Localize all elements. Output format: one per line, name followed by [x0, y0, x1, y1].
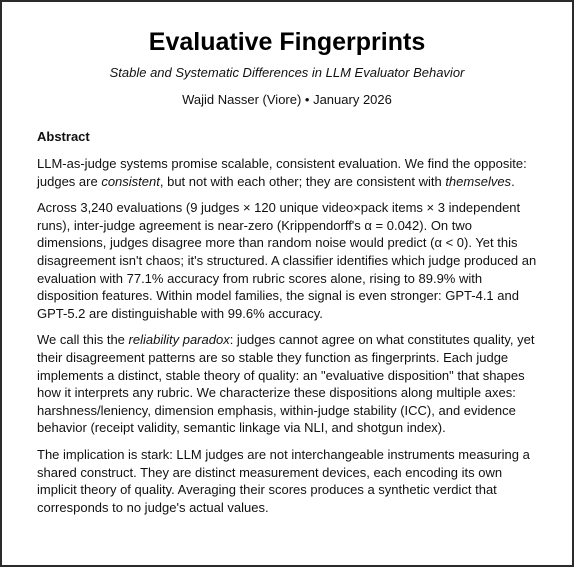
- abstract-paragraph-2: Across 3,240 evaluations (9 judges × 120 unique video×pack items × 3 independent runs), inter-judge agreement is near-zero (Krippendorff's α = 0.042). On two dimensions, judges disagree more than random noise would predict (α < 0). Yet this disagreement isn't chaos; it's structured. A classifier identifies which judge produced an evaluation with 77.1% accuracy from rubric scores alone, rising to 89.9% with disposition features. Within model families, the signal is even stronger: GPT-4.1 and GPT-5.2 are distinguishable with 99.6% accuracy.: [37, 200, 537, 321]
- abstract-p3-text-a: We call this the: [37, 332, 129, 348]
- abstract-paragraph-4: The implication is stark: LLM judges are not interchangeable instruments measuring a shared construct. They are distinct measurement devices, each encoding its own implicit theory of quality. Averaging their scores produces a synthetic verdict that corresponds to no judge's actual values.: [37, 446, 530, 515]
- abstract-p1-text-c: .: [511, 173, 515, 189]
- abstract-p1-text-a: LLM-as-judge systems promise scalable, consistent evaluation. We find the opposite: judges are: [37, 156, 527, 189]
- abstract-p3-text-b: : judges cannot agree on what constitutes quality, yet their disagreement patterns are so stable they function as fingerprints. Each judge implements a distinct, stable theory of quality: an "evaluative disposition" that shapes how it interprets any rubric. We characterize these dispositions along multiple axes: harshness/leniency, dimension emphasis, within-judge stability (ICC), and evidence behavior (receipt validity, semantic linkage via NLI, and shotgun index).: [37, 332, 535, 436]
- paper-subtitle: Stable and Systematic Differences in LLM Evaluator Behavior: [109, 65, 465, 80]
- abstract-p1-text-b: , but not with each other; they are consistent with: [159, 173, 446, 189]
- author-byline: Wajid Nasser (Viore) • January 2026: [182, 92, 392, 107]
- abstract-p1-emphasis-consistent: consistent: [101, 173, 160, 189]
- abstract-paragraph-3: [37, 331, 537, 437]
- paper-title: Evaluative Fingerprints: [148, 28, 426, 56]
- abstract-section: [37, 128, 537, 516]
- abstract-heading: Abstract: [37, 129, 90, 144]
- abstract-p1-emphasis-themselves: themselves: [445, 173, 512, 189]
- abstract-p3-emphasis-reliability-paradox: reliability paradox: [128, 332, 230, 348]
- abstract-paragraph-1: [37, 155, 537, 190]
